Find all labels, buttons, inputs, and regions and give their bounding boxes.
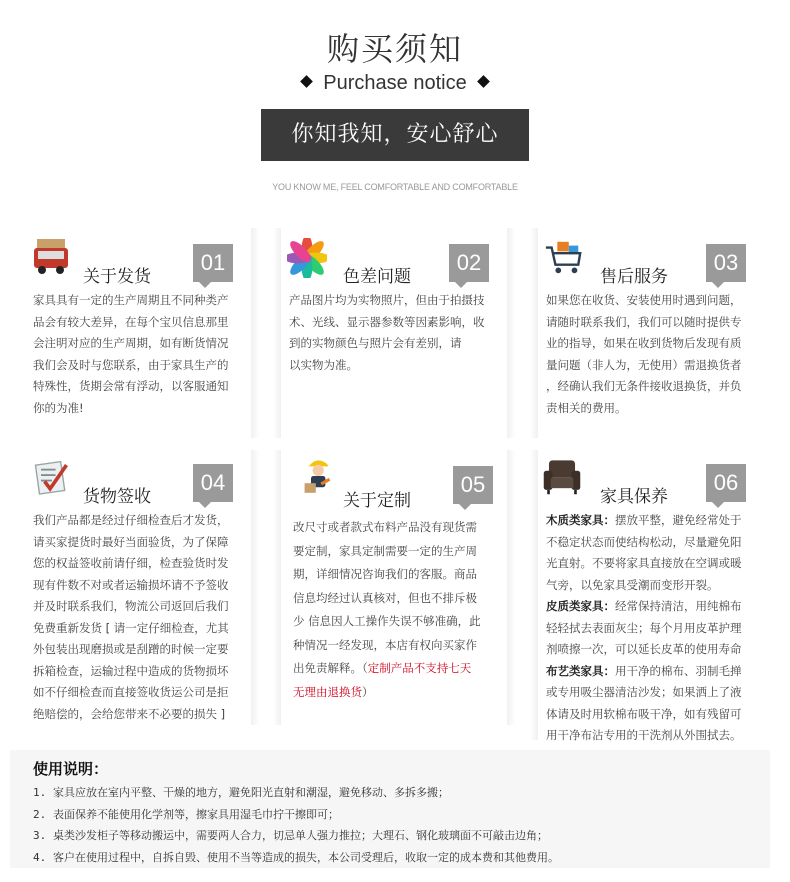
tagline: YOU KNOW ME, FEEL COMFORTABLE AND COMFORTABLE [272,182,518,192]
list-item: 3. 桌类沙发柜子等移动搬运中，需要两人合力，切忌单人强力推拉；大理石、钢化玻璃面不可敲击边角； [33,829,548,842]
card-body: 我们产品都是经过仔细检查后才发货， 请买家提货时最好当面验货，为了保障 您的权益签收前请仔细，检查验货时发 现有件数不对或者运输损坏请不予签收 并及时联系我们，物流公司返回后我们 免费重新发货 [ 请一定仔细检查，尤其 外包装出现磨损或是刮蹭的时候一定要 拆箱检查，运输过程中造成的货物损坏 如不仔细检查而直接签收货运公司是拒 绝赔偿的，会给您带来不必要的损失 ] [33,513,229,721]
card-body: 如果您在收货、安装使用时遇到问题， 请随时联系我们，我们可以随时提供专 业的指导，如果在收到货物后发现有质 量问题（非人为，无使用）需退换货者 ，经确认我们无条件接收退换货，并负 责相关的费用。 [546,293,742,415]
card-body: 木质类家具：摆放平整，避免经常处于 不稳定状态而使结构松动，尽量避免阳 光直射。不要将家具直接放在空调或暖 气旁，以免家具受潮而变形开裂。 皮质类家具：经常保持清洁，用纯棉布 轻轻拭去表面灰尘；每个月用皮革护理 剂喷擦一次，可以延长皮革的使用寿命 布艺类家具：用干净的棉布、羽制毛掸 或专用吸尘器清洁沙发；如果洒上了液 体请及时用软棉布吸干净，如有残留可 用干净布沾专用的干洗剂从外围拭去。 [546,513,742,742]
card-title: 货物签收 [83,487,151,507]
card-number: 04 [193,464,233,502]
shopping-cart-icon [544,238,584,278]
card-color-difference [281,228,507,438]
card-body: 产品图片均为实物照片，但由于拍摄技 术、光线、显示器参数等因素影响，收 到的实物颜色与照片会有差别，请 以实物为准。 [289,293,485,372]
card-maintenance [538,450,764,740]
card-receipt [25,450,251,725]
usage-notes [10,750,770,868]
armchair-icon [542,456,582,496]
usage-notes-title: 使用说明： [33,760,109,778]
card-customization [281,450,507,725]
card-shipping [25,228,251,438]
card-number: 01 [193,244,233,282]
card-title: 家具保养 [600,487,668,507]
list-item: 4. 客户在使用过程中，自拆自毁、使用不当等造成的损失，本公司受理后，收取一定的成本费和其他费用。 [33,850,559,864]
checklist-icon [31,456,71,496]
list-item: 1. 家具应放在室内平整、干燥的地方，避免阳光直射和潮湿，避免移动、多拆多搬； [33,786,449,799]
usage-notes-list [33,782,559,868]
card-body: 改尺寸或者款式布料产品没有现货需 要定制，家具定制需要一定的生产周 期，详细情况咨询我们的客服。商品 信息均经过认真核对，但也不排斥极 少 信息因人工操作失误不够准确，此 种情况一经发现，本店有权向买家作 出免责解释。（定制产品不支持七天 无理由退换货） [293,520,481,699]
card-number: 03 [706,244,746,282]
page-title: 购买须知 [326,30,463,68]
card-title: 关于发货 [83,267,151,287]
list-item: 2. 表面保养不能使用化学剂等，擦家具用湿毛巾拧干擦即可； [33,807,339,821]
delivery-truck-icon [31,236,71,276]
page-subtitle [0,72,790,95]
card-number: 06 [706,464,746,502]
worker-icon [299,456,339,496]
card-number: 02 [449,244,489,282]
subtitle-text: Purchase notice [323,72,467,94]
diamond-icon [477,75,490,88]
card-body: 家具具有一定的生产周期且不同种类产 品会有较大差异，在每个宝贝信息那里 会注明对应的生产周期，如有断货情况 我们会及时与您联系，由于家具生产的 特殊性，货期会常有浮动，以客服通知 你的为准! [33,293,229,415]
slogan-banner: 你知我知，安心舒心 [261,109,529,161]
card-title: 色差问题 [343,267,411,287]
card-after-sales [538,228,764,438]
card-title: 关于定制 [343,491,411,511]
card-number: 05 [453,466,493,504]
warning-text: 定制产品不支持七天 [367,661,472,675]
card-title: 售后服务 [600,267,668,287]
warning-text: 无理由退换货 [293,684,362,699]
diamond-icon [300,75,313,88]
color-palette-icon [287,238,327,278]
